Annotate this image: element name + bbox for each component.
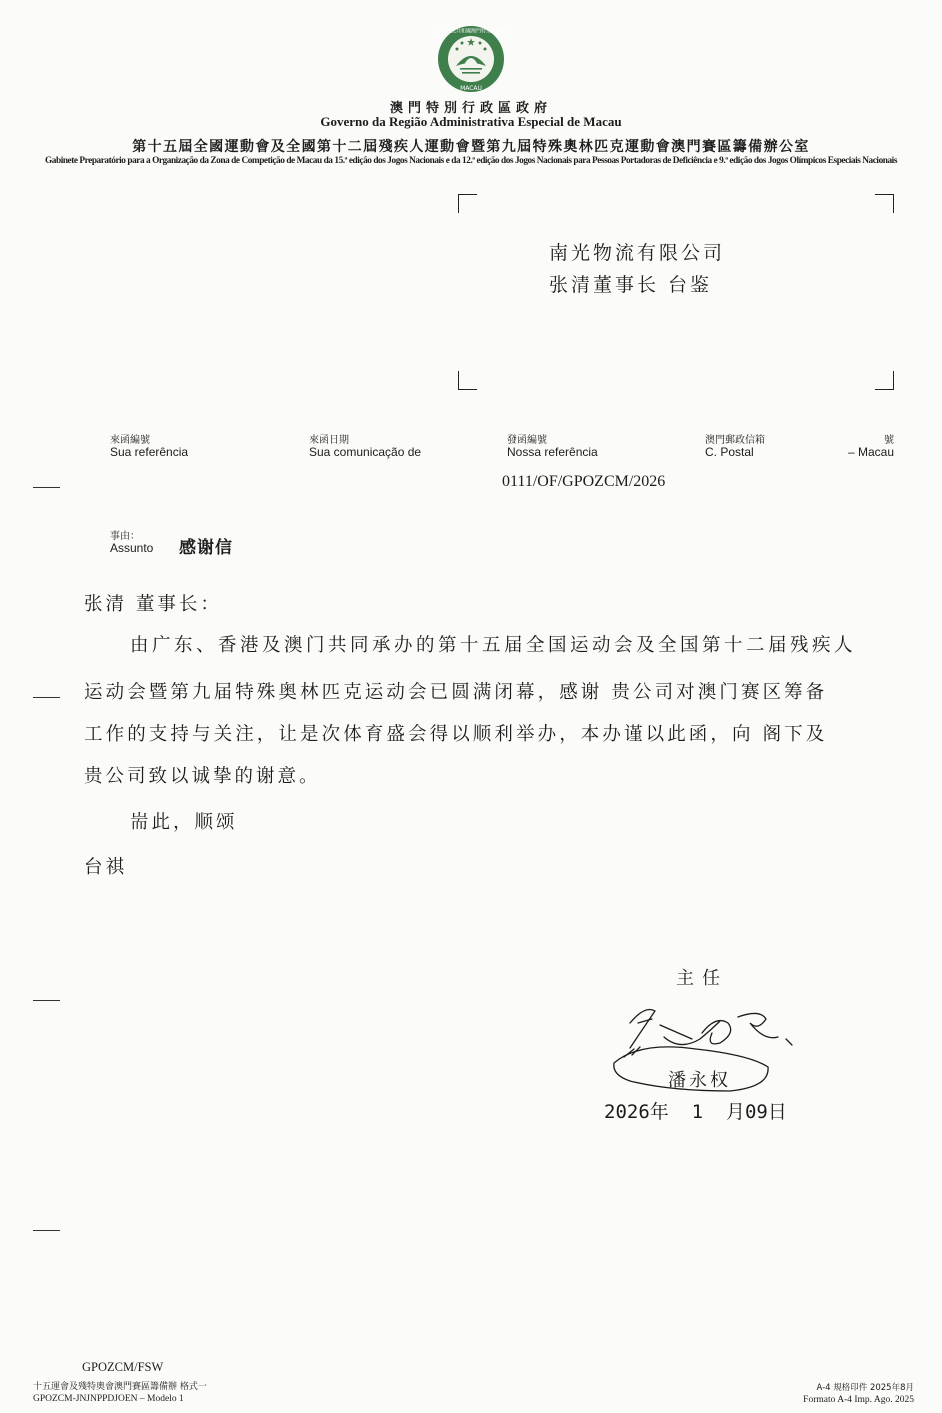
svg-text:MACAU: MACAU bbox=[460, 85, 482, 92]
address-corner-mark bbox=[875, 194, 894, 213]
address-corner-mark bbox=[458, 194, 477, 213]
recipient-person: 张清董事长 台鉴 bbox=[549, 274, 713, 296]
recipient-company: 南光物流有限公司 bbox=[549, 242, 726, 264]
closing-phrase: 耑此，顺颂 bbox=[130, 812, 238, 833]
fold-mark bbox=[33, 487, 60, 488]
footer-code: GPOZCM/FSW bbox=[82, 1360, 164, 1374]
government-name-zh: 澳門特別行政區政府 bbox=[389, 101, 552, 116]
macau-emblem-icon bbox=[436, 24, 506, 94]
address-corner-mark bbox=[875, 371, 894, 390]
ref-label-pt: Sua referência bbox=[110, 445, 189, 459]
footer-print-zh: A-4 規格印件 2025年8月 bbox=[816, 1383, 914, 1393]
signatory-title: 主任 bbox=[676, 968, 728, 989]
svg-text:中華人民共和國澳門特別行政區: 中華人民共和國澳門特別行政區 bbox=[436, 28, 506, 35]
ref-label-pt: C. Postal bbox=[705, 445, 754, 459]
ref-label-zh: 發函編號 bbox=[507, 435, 547, 446]
body-line: 由广东、香港及澳门共同承办的第十五届全国运动会及全国第十二届残疾人 bbox=[130, 635, 857, 656]
ref-label-zh: 澳門郵政信箱 bbox=[705, 435, 765, 446]
body-line: 运动会暨第九届特殊奥林匹克运动会已圆满闭幕，感谢 贵公司对澳门赛区筹备 bbox=[84, 682, 828, 703]
signatory-name: 潘永权 bbox=[668, 1070, 731, 1091]
fold-mark bbox=[33, 697, 60, 698]
footer-form-zh: 十五運會及殘特奧會澳門賽區籌備辦 格式一 bbox=[33, 1382, 207, 1392]
our-reference-number: 0111/OF/GPOZCM/2026 bbox=[502, 473, 666, 490]
fold-mark bbox=[33, 1000, 60, 1001]
ref-label-zh: 來函日期 bbox=[309, 435, 349, 446]
ref-label-pt: Nossa referência bbox=[507, 445, 598, 459]
office-name-pt: Gabinete Preparatório para a Organização da Zona de Competição de Macau da 15.ª edição dos Jogos Nacionais e da 12.ª edição dos Jogos Nacionais para Pessoas Portadoras de Deficiência e 9.ª edição dos Jogos Olímpicos Especiais Nacionais bbox=[45, 156, 897, 166]
subject-text: 感谢信 bbox=[179, 538, 233, 558]
ref-label-zh: 號 bbox=[884, 435, 894, 446]
closing-greeting: 台祺 bbox=[84, 857, 128, 878]
office-name-zh: 第十五屆全國運動會及全國第十二屆殘疾人運動會暨第九屆特殊奧林匹克運動會澳門賽區籌備辦公室 bbox=[132, 139, 810, 155]
subject-label-zh: 事由： bbox=[110, 531, 140, 542]
letter-date: 2026年 1 月09日 bbox=[604, 1101, 787, 1123]
body-line: 工作的支持与关注，让是次体育盛会得以顺利举办，本办谨以此函，向 阁下及 bbox=[84, 724, 828, 745]
salutation: 张清 董事长： bbox=[84, 594, 222, 615]
fold-mark bbox=[33, 1230, 60, 1231]
subject-label-pt: Assunto bbox=[110, 541, 154, 555]
footer-print-pt: Formato A-4 Imp. Ago. 2025 bbox=[803, 1395, 914, 1405]
ref-label-pt: – Macau bbox=[847, 445, 894, 459]
address-corner-mark bbox=[458, 371, 477, 390]
body-line: 贵公司致以诚挚的谢意。 bbox=[84, 766, 321, 787]
government-name-pt: Governo da Região Administrativa Especial de Macau bbox=[320, 114, 622, 129]
footer-form-code: GPOZCM-JNJNPPDJOEN – Modelo 1 bbox=[33, 1394, 184, 1404]
ref-label-zh: 來函編號 bbox=[110, 435, 150, 446]
ref-label-pt: Sua comunicação de bbox=[309, 445, 422, 459]
